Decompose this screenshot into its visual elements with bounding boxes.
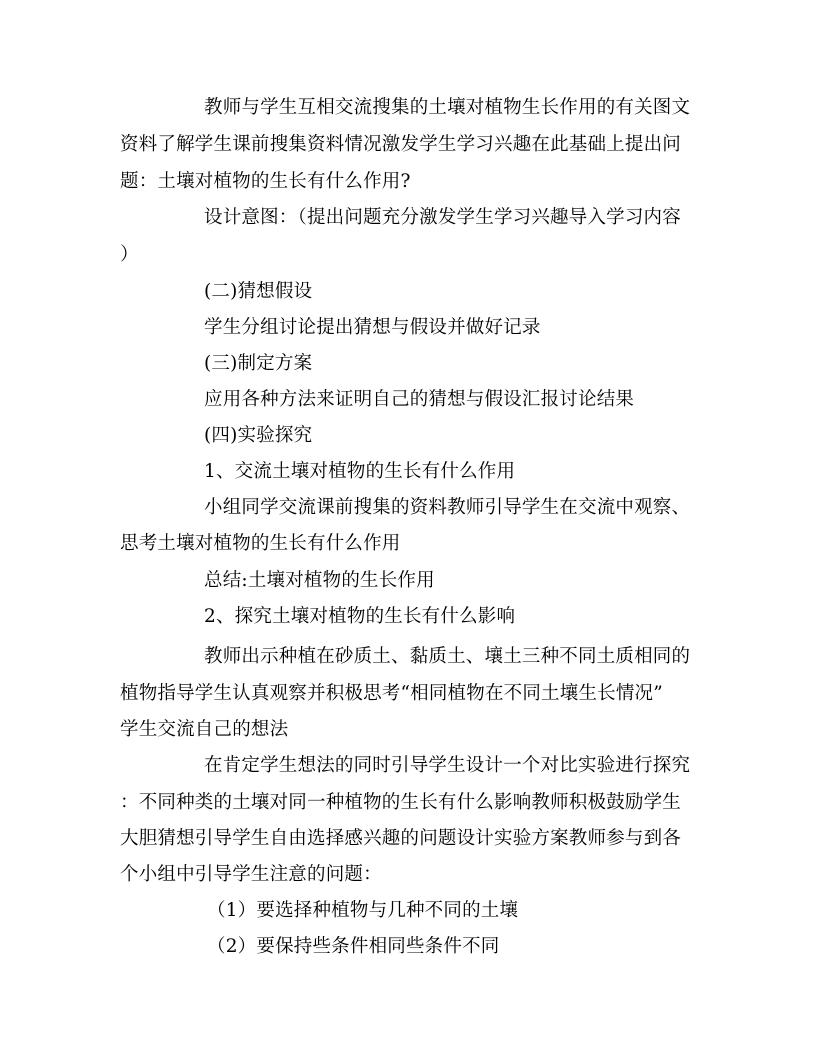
paragraph-line: 教师出示种植在砂质土、黏质土、壤土三种不同土质相同的 xyxy=(204,646,691,667)
paragraph-line: 小组同学交流课前搜集的资料教师引导学生在交流中观察、 xyxy=(204,497,691,518)
section-heading: (二)猜想假设 xyxy=(204,281,313,302)
paragraph-line: ） xyxy=(120,244,139,265)
paragraph-line: 个小组中引导学生注意的问题： xyxy=(120,864,382,885)
paragraph-line: 应用各种方法来证明自己的猜想与假设汇报讨论结果 xyxy=(204,389,635,410)
paragraph-line: 教师与学生互相交流搜集的土壤对植物生长作用的有关图文 xyxy=(204,97,691,118)
paragraph-line: ：不同种类的土壤对同一种植物的生长有什么影响教师积极鼓励学生 xyxy=(120,792,682,813)
paragraph-line: 资料了解学生课前搜集资料情况激发学生学习兴趣在此基础上提出问 xyxy=(120,134,682,155)
paragraph-line: 思考土壤对植物的生长有什么作用 xyxy=(120,533,401,554)
subsection-heading: 1、交流土壤对植物的生长有什么作用 xyxy=(204,461,516,482)
paragraph-line: 总结:土壤对植物的生长作用 xyxy=(204,570,435,591)
paragraph-line: 在肯定学生想法的同时引导学生设计一个对比实验进行探究 xyxy=(204,755,691,776)
section-heading: (三)制定方案 xyxy=(204,353,313,374)
paragraph-line: 大胆猜想引导学生自由选择感兴趣的问题设计实验方案教师参与到各 xyxy=(120,828,682,849)
paragraph-line: 学生交流自己的想法 xyxy=(120,719,289,740)
paragraph-line: 题：土壤对植物的生长有什么作用? xyxy=(120,171,411,192)
paragraph-line: 学生分组讨论提出猜想与假设并做好记录 xyxy=(204,317,541,338)
paragraph-line: 设计意图：（提出问题充分激发学生学习兴趣导入学习内容 xyxy=(204,207,681,228)
paragraph-line: 植物指导学生认真观察并积极思考“相同植物在不同土壤生长情况” xyxy=(120,683,663,704)
list-item: （2）要保持些条件相同些条件不同 xyxy=(207,936,500,957)
list-item: （1）要选择种植物与几种不同的土壤 xyxy=(207,900,519,921)
section-heading: (四)实验探究 xyxy=(204,425,313,446)
subsection-heading: 2、探究土壤对植物的生长有什么影响 xyxy=(204,606,516,627)
